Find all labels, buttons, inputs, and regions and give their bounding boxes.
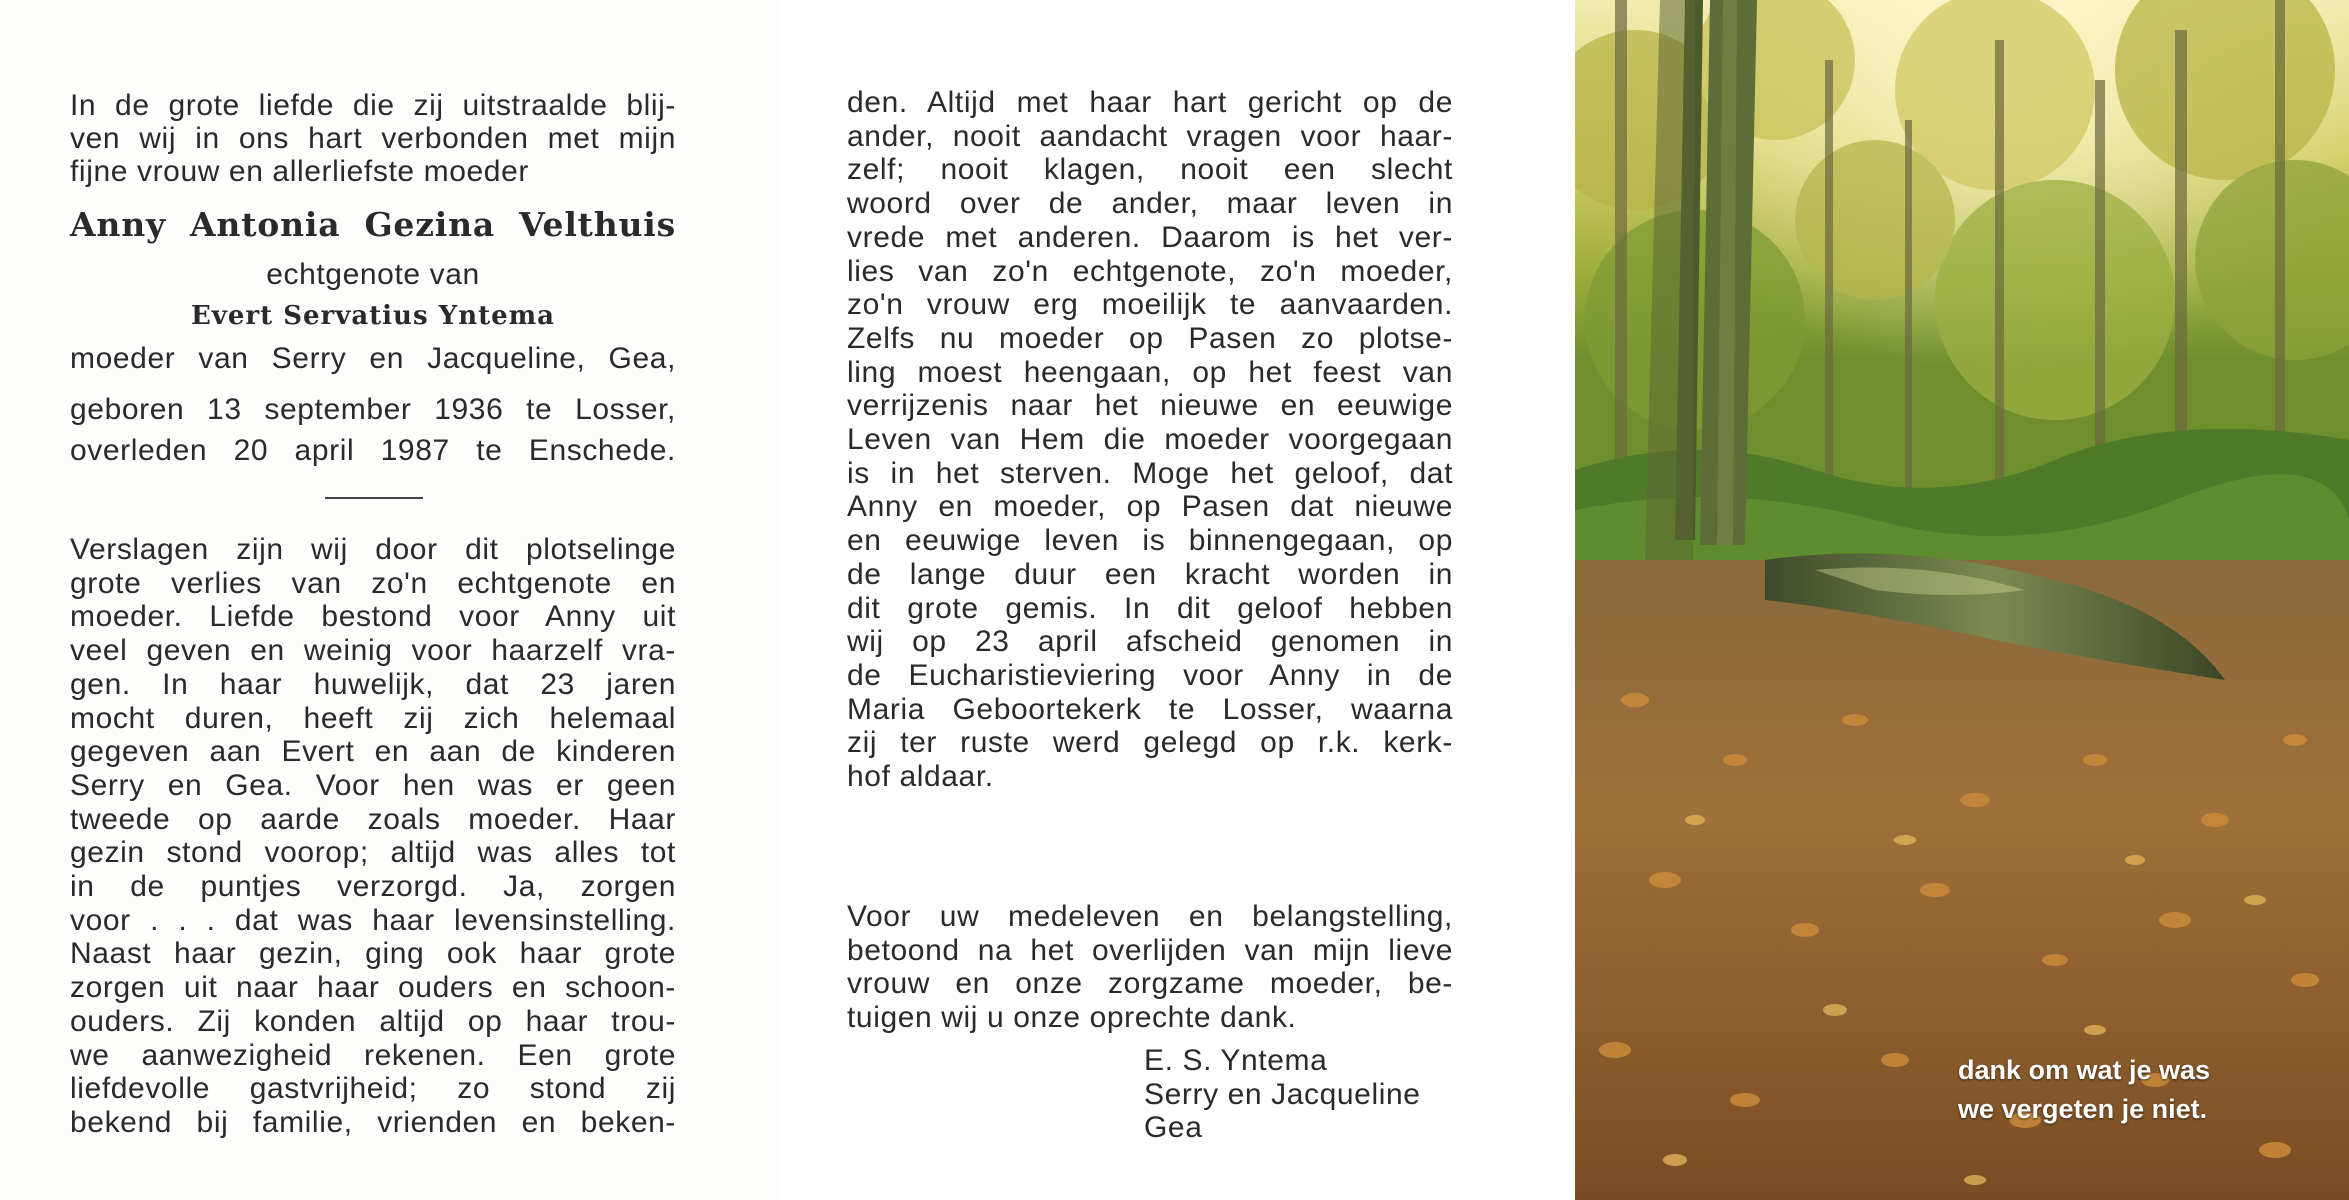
text-line: gegeven aan Evert en aan de kinderen xyxy=(70,735,676,769)
born-line: geboren 13 september 1936 te Losser, xyxy=(70,393,676,426)
text-line: voor . . . dat was haar levensinstelling. xyxy=(70,903,676,937)
photo-caption-line-1: dank om wat je was xyxy=(1958,1055,2211,1085)
photo-caption-line-2: we vergeten je niet. xyxy=(1958,1094,2208,1124)
divider xyxy=(325,497,423,499)
text-line: veel geven en weinig voor haarzelf vra- xyxy=(70,634,676,668)
signature-line: E. S. Yntema xyxy=(1144,1044,1328,1077)
text-line: gen. In haar huwelijk, dat 23 jaren xyxy=(70,667,676,701)
spouse-label: echtgenote van xyxy=(266,258,480,291)
text-line: Verslagen zijn wij door dit plotselinge xyxy=(70,533,676,566)
text-line: ander, nooit aandacht vragen voor haar- xyxy=(847,119,1453,153)
text-line: bekend bij familie, vrienden en beken- xyxy=(70,1105,676,1139)
text-line: ling moest heengaan, op het feest van xyxy=(847,355,1453,389)
thanks-line: vrouw en onze zorgzame moeder, be- xyxy=(847,967,1453,1001)
text-line: zij ter ruste werd gelegd op r.k. kerk- xyxy=(847,726,1453,760)
forest-photo xyxy=(1575,0,2349,1200)
mother-of-line: moeder van Serry en Jacqueline, Gea, xyxy=(70,342,676,375)
text-line: zorgen uit naar haar ouders en schoon- xyxy=(70,971,676,1005)
signature xyxy=(1144,1044,1464,1145)
died-line: overleden 20 april 1987 te Enschede. xyxy=(70,434,676,467)
text-line: Anny en moeder, op Pasen dat nieuwe xyxy=(847,490,1453,524)
thanks-line: betoond na het overlijden van mijn lieve xyxy=(847,933,1453,967)
text-line: zelf; nooit klagen, nooit een slecht xyxy=(847,153,1453,187)
body-text-left xyxy=(70,533,676,1140)
text-line: en eeuwige leven is binnengegaan, op xyxy=(847,524,1453,558)
text-line: moeder. Liefde bestond voor Anny uit xyxy=(70,600,676,634)
text-line: tweede op aarde zoals moeder. Haar xyxy=(70,802,676,836)
intro-line: In de grote liefde die zij uitstraalde blij- xyxy=(70,89,676,122)
text-line: mocht duren, heeft zij zich helemaal xyxy=(70,701,676,735)
text-line: grote verlies van zo'n echtgenote en xyxy=(70,566,676,600)
text-line: ouders. Zij konden altijd op haar trou- xyxy=(70,1004,676,1038)
text-line: we aanwezigheid rekenen. Een grote xyxy=(70,1038,676,1072)
text-line: de Eucharistieviering voor Anny in de xyxy=(847,658,1453,692)
text-line: de lange duur een kracht worden in xyxy=(847,557,1453,591)
text-line: Maria Geboortekerk te Losser, waarna xyxy=(847,692,1453,726)
text-line: lies van zo'n echtgenote, zo'n moeder, xyxy=(847,254,1453,288)
text-line: vrede met anderen. Daarom is het ver- xyxy=(847,220,1453,254)
deceased-name: Anny Antonia Gezina Velthuis xyxy=(70,205,676,244)
text-line: Zelfs nu moeder op Pasen zo plotse- xyxy=(847,321,1453,355)
signature-line: Gea xyxy=(1144,1111,1203,1145)
text-line: woord over de ander, maar leven in xyxy=(847,187,1453,221)
body-text-middle xyxy=(847,86,1453,794)
text-line: hof aldaar. xyxy=(847,760,994,794)
forest-image xyxy=(1575,0,2349,1200)
signature-line: Serry en Jacqueline xyxy=(1144,1077,1421,1111)
text-line: wij op 23 april afscheid genomen in xyxy=(847,625,1453,659)
text-line: gezin stond voorop; altijd was alles tot xyxy=(70,836,676,870)
text-line: Naast haar gezin, ging ook haar grote xyxy=(70,937,676,971)
text-line: liefdevolle gastvrijheid; zo stond zij xyxy=(70,1072,676,1106)
intro-line: ven wij in ons hart verbonden met mijn xyxy=(70,122,676,155)
text-line: dit grote gemis. In dit geloof hebben xyxy=(847,591,1453,625)
intro-text xyxy=(70,89,676,188)
text-line: zo'n vrouw erg moeilijk te aanvaarden. xyxy=(847,288,1453,322)
text-line: Serry en Gea. Voor hen was er geen xyxy=(70,768,676,802)
thanks-line: tuigen wij u onze oprechte dank. xyxy=(847,1001,1297,1035)
text-line: den. Altijd met haar hart gericht op de xyxy=(847,86,1453,119)
text-line: is in het sterven. Moge het geloof, dat xyxy=(847,456,1453,490)
thanks-text xyxy=(847,900,1453,1035)
intro-line: fijne vrouw en allerliefste moeder xyxy=(70,155,529,188)
text-line: verrijzenis naar het nieuwe en eeuwige xyxy=(847,389,1453,423)
text-line: in de puntjes verzorgd. Ja, zorgen xyxy=(70,870,676,904)
text-line: Leven van Hem die moeder voorgegaan xyxy=(847,423,1453,457)
spouse-name: Evert Servatius Yntema xyxy=(190,301,556,331)
thanks-line: Voor uw medeleven en belangstelling, xyxy=(847,900,1453,933)
